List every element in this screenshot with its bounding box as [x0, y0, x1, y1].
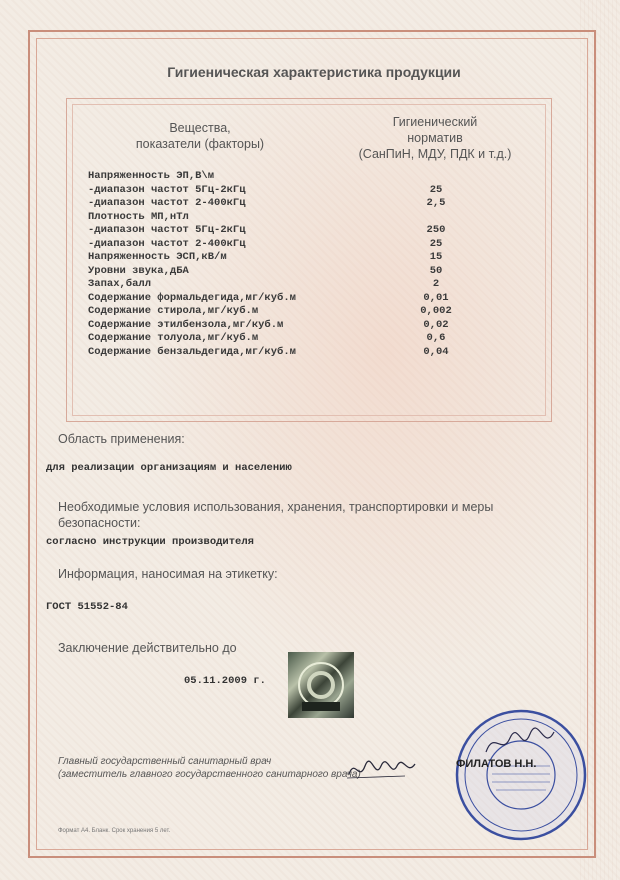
row-name: Содержание этилбензола,мг/куб.м [88, 318, 284, 331]
table-row [88, 238, 548, 252]
row-value: 0,6 [426, 332, 446, 344]
row-name: Содержание стирола,мг/куб.м [88, 305, 259, 317]
table-header-norm [340, 114, 530, 162]
table-row [88, 184, 548, 198]
signer-title [58, 755, 361, 781]
table-body [88, 170, 548, 359]
validity-label: Заключение действительно до [58, 641, 237, 655]
conditions-label-line2: безопасности: [58, 516, 141, 530]
row-value: 25 [429, 183, 443, 196]
footer-note: Формат А4. Бланк. Срок хранения 5 лет. [58, 828, 171, 834]
header-line: (СанПиН, МДУ, ПДК и т.д.) [358, 147, 512, 161]
table-row [88, 251, 548, 265]
table-row [88, 197, 548, 211]
row-name: -диапазон частот 5Гц-2кГц [88, 183, 246, 196]
table-header-substances [120, 120, 280, 152]
table-row [88, 278, 548, 292]
row-value: 2 [432, 278, 440, 290]
signer-line2: (заместитель главного государственного санитарного врача) [58, 769, 361, 780]
header-line: Гигиенический [392, 115, 478, 129]
table-row [88, 292, 548, 306]
conditions-label-line1: Необходимые условия использования, хранения, транспортировки и меры [58, 500, 494, 514]
table-row [88, 305, 548, 319]
header-line: норматив [407, 131, 463, 145]
table-row [88, 224, 548, 238]
header-line: показатели (факторы) [135, 137, 265, 151]
application-label: Область применения: [58, 432, 185, 446]
row-name: Содержание бензальдегида,мг/куб.м [88, 345, 296, 358]
signature-icon [345, 752, 425, 784]
row-value: 0,01 [423, 291, 449, 304]
table-row [88, 319, 548, 333]
row-value: 0,04 [423, 345, 449, 358]
page-title: Гигиеническая характеристика продукции [167, 64, 461, 80]
row-name: Запах,балл [88, 278, 152, 290]
label-info-label: Информация, наносимая на этикетку: [58, 567, 278, 581]
row-value: 50 [429, 264, 443, 277]
row-name: Напряженность ЭП,В\м [88, 170, 215, 182]
label-info-value: ГОСТ 51552-84 [46, 601, 128, 613]
row-name: -диапазон частот 2-400кГц [88, 197, 246, 209]
table-row [88, 346, 548, 360]
row-name: Уровни звука,дБА [88, 264, 189, 277]
row-name: Содержание толуола,мг/куб.м [88, 332, 259, 344]
validity-date: 05.11.2009 г. [184, 675, 266, 687]
stamp-signature-icon [480, 722, 560, 762]
signer-line1: Главный государственный санитарный врач [58, 756, 272, 767]
row-value: 0,02 [423, 318, 449, 331]
row-value: 0,002 [420, 305, 452, 317]
application-value: для реализации организациям и населению [46, 462, 292, 474]
table-row [88, 211, 548, 225]
signer-name: ФИЛАТОВ Н.Н. [456, 758, 537, 770]
row-name: Содержание формальдегида,мг/куб.м [88, 291, 296, 304]
row-name: -диапазон частот 2-400кГц [88, 237, 246, 250]
row-value: 2,5 [426, 197, 446, 209]
row-value: 25 [429, 237, 443, 250]
row-value: 250 [426, 224, 446, 236]
header-line: Вещества, [169, 121, 231, 135]
table-row [88, 332, 548, 346]
hologram-seal-icon [288, 652, 354, 718]
row-name: Напряженность ЭСП,кВ/м [88, 251, 227, 263]
table-row [88, 265, 548, 279]
row-name: -диапазон частот 5Гц-2кГц [88, 224, 246, 236]
row-name: Плотность МП,нТл [88, 210, 189, 223]
row-value: 15 [429, 251, 443, 263]
table-row [88, 170, 548, 184]
conditions-value: согласно инструкции производителя [46, 536, 254, 548]
